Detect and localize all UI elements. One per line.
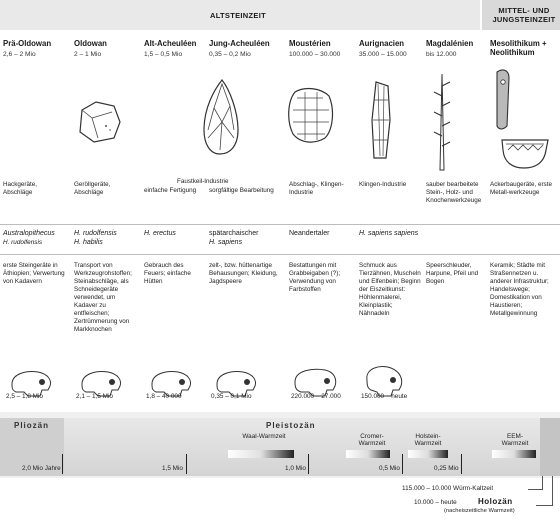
culture-name: Moustérien	[289, 39, 331, 48]
tick-label: 1,0 Mio	[285, 465, 306, 472]
holozaen-note: (nacheiszeitliche Warmzeit)	[444, 508, 515, 514]
species-name: H. erectus	[144, 230, 176, 237]
culture-dates: 100.000 – 30.000	[289, 51, 341, 58]
tools-text: sauber bearbeitete Stein-, Holz- und Knochenwerkzeuge	[426, 181, 482, 205]
tools-text: einfache Fertigung	[144, 187, 197, 194]
achievement-text: Speerschleuder, Harpune, Pfeil und Bogen	[426, 262, 479, 286]
culture-name: Prä-Oldowan	[3, 39, 52, 48]
warm-period-label: Holstein-Warmzeit	[414, 433, 442, 448]
skull-date: 220.000 – 27.000	[291, 393, 341, 400]
culture-dates: bis 12.000	[426, 51, 457, 58]
skull-date: 0,35 – 0,1 Mio	[211, 393, 252, 400]
harpoon-icon	[430, 72, 454, 172]
wuerm-label: 115.000 – 10.000 Würm-Kaltzeit	[402, 485, 494, 492]
culture-dates: 2 – 1 Mio	[74, 51, 102, 58]
tick-line	[186, 454, 187, 474]
warm-period-label: Cromer-Warmzeit	[358, 433, 386, 448]
pebble-tool-icon	[76, 98, 122, 144]
divider	[0, 254, 560, 255]
culture-name: Alt-Acheuléen	[144, 39, 197, 48]
tools-text: Hackgeräte, Abschläge	[3, 181, 37, 197]
culture-dates: 35.000 – 15.000	[359, 51, 407, 58]
skull-date: 2,5 – 1,8 Mio	[6, 393, 43, 400]
achievement-text: zelt-, bzw. hüttenartige Behausungen; Kleidung, Jagdspeere	[209, 262, 278, 286]
achievement-text: Gebrauch des Feuers; einfache Hütten	[144, 262, 191, 286]
tick-line	[308, 454, 309, 474]
culture-name: Oldowan	[74, 39, 107, 48]
species-sub: H. rudolfensis	[3, 239, 43, 246]
warm-period-bar	[492, 450, 536, 458]
tools-text: Geröllgeräte, Abschläge	[74, 181, 111, 197]
skull-date: 150.000 – heute	[361, 393, 408, 400]
warm-period-bar	[408, 450, 448, 458]
tick-line	[402, 454, 403, 474]
divider	[0, 224, 560, 225]
ceramic-vessel-icon	[500, 134, 550, 170]
species-name: H. rudolfensis	[74, 230, 117, 237]
era-label-mittel-jung: MITTEL- UND JUNGSTEINZEIT	[492, 6, 556, 24]
tick-label: 0,5 Mio	[379, 465, 400, 472]
connector-line	[552, 476, 553, 506]
hand-axe-icon	[200, 78, 242, 156]
species-sub: H. habilis	[74, 239, 103, 246]
tools-text: Abschlag-, Klingen-Industrie	[289, 181, 344, 197]
achievement-text: Keramik; Städte mit Straßennetzen u. anderer Infrastruktur; Handelswege; Domestikation von Haustieren; Metallgewinnung	[490, 262, 549, 318]
tick-line	[461, 454, 462, 474]
tick-label: 0,25 Mio	[434, 465, 459, 472]
skull-date: 1,8 – 40 000	[146, 393, 182, 400]
era-label-altsteinzeit: ALTSTEINZEIT	[210, 11, 266, 20]
species-sub: H. sapiens	[209, 239, 243, 246]
epoch-pliozaen: Pliozän	[14, 421, 50, 430]
species-name: spätarchaischer	[209, 230, 259, 237]
faustkeil-label: Faustkeil-Industrie	[177, 178, 229, 185]
epoch-pleistozaen: Pleistozän	[266, 421, 316, 430]
tick-line	[62, 454, 63, 474]
tools-text: Klingen-Industrie	[359, 181, 407, 188]
culture-dates: 1,5 – 0,5 Mio	[144, 51, 183, 58]
flake-core-icon	[287, 86, 335, 144]
achievement-text: Bestattungen mit Grabbeigaben (?); Verwendung von Farbstoffen	[289, 262, 341, 294]
tick-label: 2,0 Mio Jahre	[22, 465, 61, 472]
holozaen-prefix: 10.000 – heute	[414, 499, 457, 506]
tick-label: 1,5 Mio	[162, 465, 183, 472]
culture-name: Aurignacien	[359, 39, 405, 48]
connector-line	[528, 489, 543, 490]
holozaen-band	[540, 418, 560, 476]
connector-line	[536, 505, 553, 506]
stone-axe-icon	[493, 68, 513, 130]
skull-date: 2,1 – 1,5 Mio	[76, 393, 113, 400]
achievement-text: Transport von Werkzeugrohstoffen; Steinabschläge, als Schneidegeräte verwendet, um Kadaver zu entfleischen; Zertrümmerung von Markknochen	[74, 262, 132, 334]
warm-period-label: Waal-Warmzeit	[242, 433, 286, 440]
species-name: H. sapiens sapiens	[359, 230, 419, 237]
holozaen-label: Holozän	[478, 497, 513, 506]
connector-line	[542, 476, 543, 490]
tools-text: Ackerbaugeräte, erste Metall-werkzeuge	[490, 181, 552, 197]
achievement-text: erste Steingeräte in Äthiopien; Verwertung von Kadavern	[3, 262, 65, 286]
warm-period-bar	[346, 450, 390, 458]
tools-text: sorgfältige Bearbeitung	[209, 187, 274, 194]
blade-tool-icon	[368, 80, 394, 162]
culture-name: Mesolithikum + Neolithikum	[490, 39, 547, 57]
culture-dates: 0,35 – 0,2 Mio	[209, 51, 251, 58]
culture-name: Magdalénien	[426, 39, 474, 48]
warm-period-label: EEM-Warmzeit	[501, 433, 529, 448]
species-name: Neandertaler	[289, 230, 330, 237]
warm-period-bar	[228, 450, 294, 458]
species-name: Australopithecus	[3, 230, 55, 237]
culture-dates: 2,6 – 2 Mio	[3, 51, 36, 58]
culture-name: Jung-Acheuléen	[209, 39, 270, 48]
achievement-text: Schmuck aus Tierzähnen, Muscheln und Elfenbein; Beginn der Eiszeitkunst: Höhlenmalerei, Kleinplastik; Nähnadeln	[359, 262, 421, 318]
